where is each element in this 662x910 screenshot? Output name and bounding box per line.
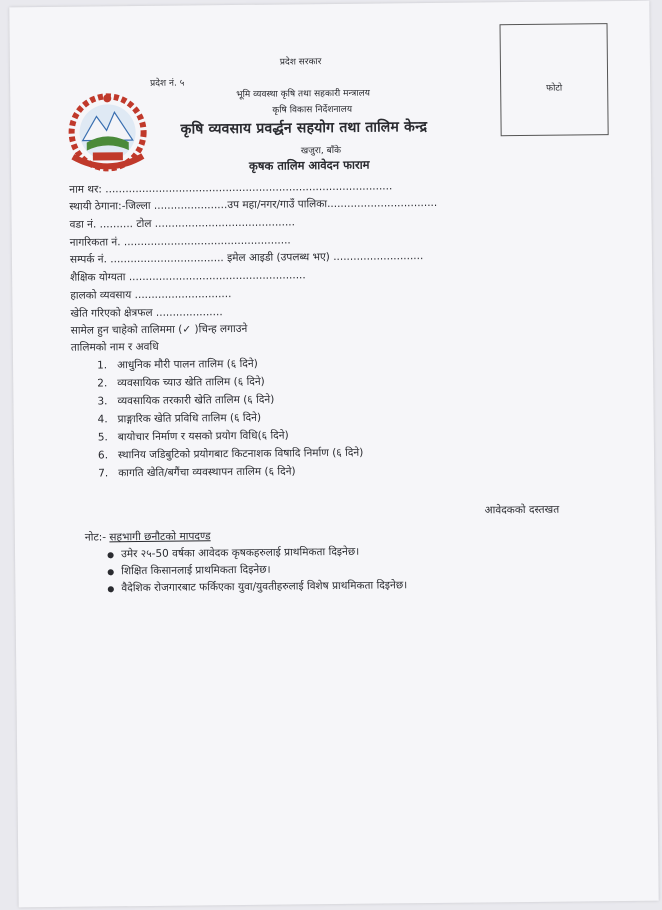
province-label: प्रदेश नं. ५ bbox=[150, 78, 185, 89]
name-field[interactable]: नाम थर: ...................................................................................... bbox=[69, 180, 393, 196]
photo-box[interactable] bbox=[500, 23, 609, 136]
education-field[interactable]: शैक्षिक योग्यता ..................................................... bbox=[70, 269, 306, 284]
list-item-text: व्यवसायिक च्याउ खेति तालिम (६ दिने) bbox=[117, 375, 265, 390]
list-item-text: कागति खेति/बगैंचा व्यवस्थापन तालिम (६ दिने) bbox=[118, 465, 296, 480]
location-label: खजुरा, बाँके bbox=[300, 145, 342, 157]
list-item-text: बायोचार निर्माण र यसको प्रयोग विधि(६ दिने) bbox=[117, 429, 289, 444]
list-item bbox=[107, 545, 359, 562]
selection-criteria-heading: सहभागी छनौटको मापदण्ड bbox=[109, 530, 211, 544]
list-item-number: 3. bbox=[97, 395, 108, 408]
center-name-title: कृषि व्यवसाय प्रवर्द्धन सहयोग तथा तालिम केन्द्र bbox=[180, 119, 428, 138]
list-item-text: स्थानिय जडिबुटिको प्रयोगबाट किटनाशक विषादि निर्माण (६ दिने) bbox=[117, 446, 364, 462]
list-item-number: 6. bbox=[97, 449, 109, 462]
criteria-text: वैदेशिक रोजगारबाट फर्किएका युवा/युवतीहरुलाई विशेष प्राथमिकता दिइनेछ। bbox=[121, 579, 408, 595]
list-item-number: 7. bbox=[98, 467, 109, 480]
bullet-icon: ● bbox=[106, 549, 115, 559]
contact-field[interactable]: सम्पर्क नं. .................................. इमेल आइडी (उपलब्ध भए) ........................... bbox=[69, 250, 424, 266]
form-title: कृषक तालिम आवेदन फाराम bbox=[248, 157, 370, 173]
list-item[interactable] bbox=[98, 428, 289, 444]
note-heading bbox=[85, 529, 211, 544]
address-field[interactable]: स्थायी ठेगाना:-जिल्ला ......................उप महा/नगर/गाउँ पालिका................................. bbox=[69, 196, 438, 213]
application-form-page bbox=[9, 1, 658, 908]
photo-label: फोटो bbox=[546, 83, 563, 94]
nepal-emblem-logo bbox=[62, 90, 153, 175]
list-item[interactable] bbox=[98, 464, 296, 480]
bullet-icon: ● bbox=[107, 583, 115, 593]
ministry-label: भूमि व्यवस्था कृषि तथा सहकारी मन्त्रालय bbox=[236, 88, 371, 101]
list-item[interactable] bbox=[97, 357, 258, 373]
bullet-icon: ● bbox=[107, 566, 115, 576]
instruction-text: सामेल हुन चाहेको तालिममा (✓ )चिन्ह लगाउने bbox=[70, 322, 248, 337]
list-item[interactable] bbox=[98, 411, 262, 427]
directorate-label: कृषि विकास निर्देशनालय bbox=[272, 104, 353, 116]
list-item-text: प्राङ्गारिक खेति प्रविधि तालिम (६ दिने) bbox=[117, 411, 262, 426]
training-list-title: तालिमको नाम र अवधि bbox=[70, 340, 159, 354]
list-item[interactable] bbox=[97, 393, 274, 409]
citizenship-field[interactable]: नागरिकता नं. .................................................. bbox=[69, 234, 291, 249]
farm-area-field[interactable]: खेति गरिएको क्षेत्रफल .................... bbox=[70, 306, 223, 320]
list-item[interactable] bbox=[98, 446, 363, 463]
note-prefix: नोट:- bbox=[84, 531, 110, 544]
list-item-number: 4. bbox=[97, 413, 108, 426]
list-item-text: व्यवसायिक तरकारी खेति तालिम (६ दिने) bbox=[117, 393, 275, 408]
list-item bbox=[107, 578, 407, 595]
applicant-signature-label: आवेदकको दस्तखत bbox=[484, 503, 560, 517]
list-item-number: 2. bbox=[97, 377, 108, 390]
list-item-number: 5. bbox=[97, 431, 108, 444]
occupation-field[interactable]: हालको व्यवसाय ............................. bbox=[70, 288, 232, 302]
list-item bbox=[107, 563, 270, 579]
list-item-number: 1. bbox=[96, 359, 108, 372]
list-item-text: आधुनिक मौरी पालन तालिम (६ दिने) bbox=[116, 357, 258, 372]
criteria-text: शिक्षित किसानलाई प्राथमिकता दिइनेछ। bbox=[121, 563, 271, 578]
government-label: प्रदेश सरकार bbox=[279, 57, 322, 68]
criteria-text: उमेर २५-50 वर्षका आवेदक कृषकहरुलाई प्राथमिकता दिइनेछ। bbox=[120, 545, 360, 561]
ward-field[interactable]: वडा नं. .......... टोल .......................................... bbox=[69, 216, 296, 231]
list-item[interactable] bbox=[97, 375, 265, 391]
